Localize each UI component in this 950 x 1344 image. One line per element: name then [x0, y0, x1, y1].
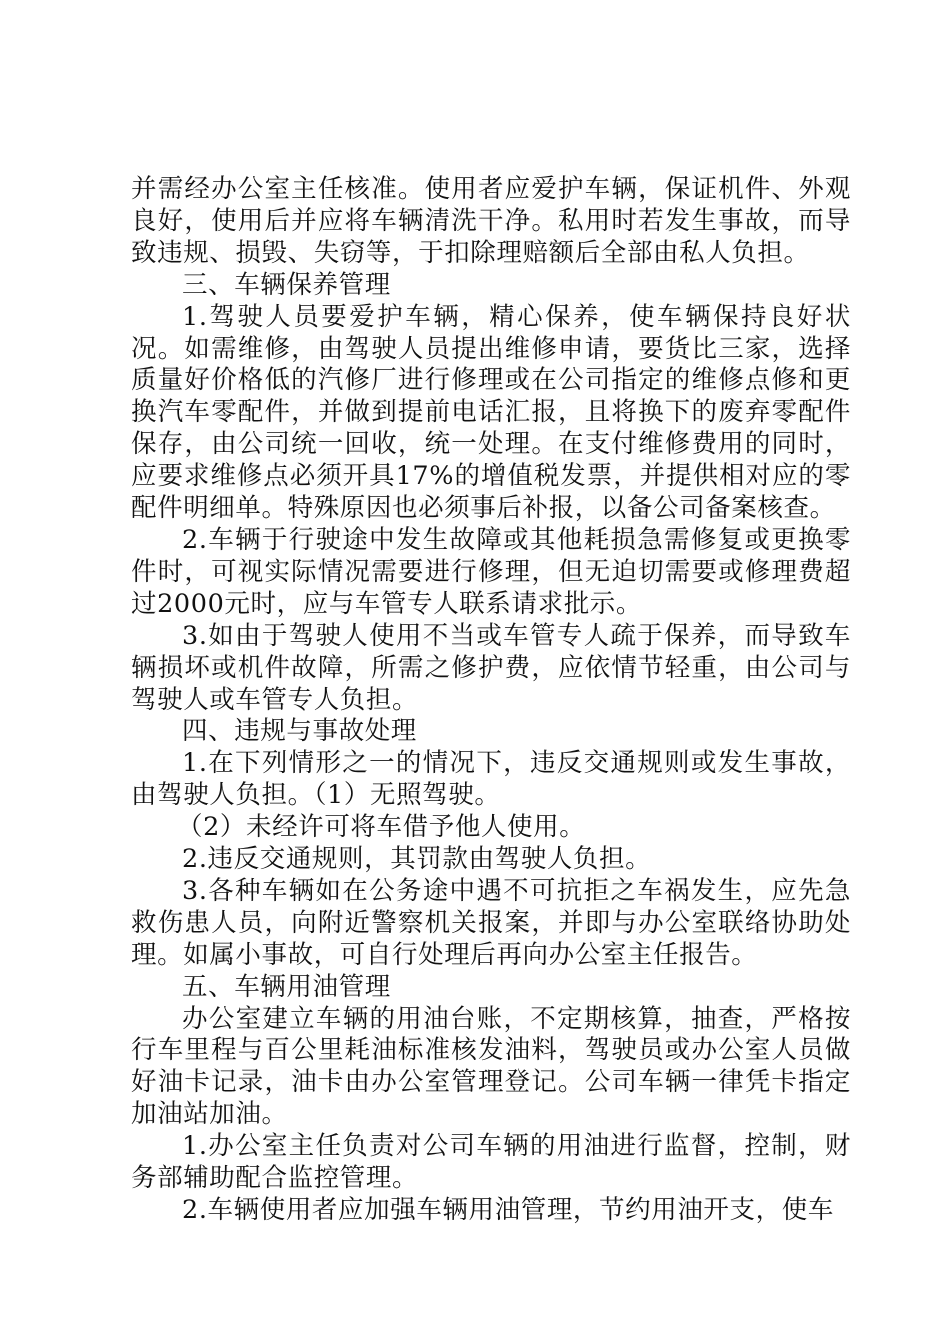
paragraph-violations-item-3: 3.各种车辆如在公务途中遇不可抗拒之车祸发生，应先急救伤患人员，向附近警察机关报案，并即与办公室联络协助处理。如属小事故，可自行处理后再向办公室主任报告。: [131, 875, 851, 970]
paragraph-violations-item-2: 2.违反交通规则，其罚款由驾驶人负担。: [182, 844, 652, 875]
section-heading-vehicle-maintenance: 三、车辆保养管理: [182, 269, 391, 300]
document-body: [131, 174, 851, 1227]
paragraph-maintenance-item-1: 1.驾驶人员要爱护车辆，精心保养，使车辆保持良好状况。如需维修，由驾驶人员提出维修申请，要货比三家，选择质量好价格低的汽修厂进行修理或在公司指定的维修点修和更换汽车零配件，并做到提前电话汇报，且将换下的废弃零配件保存，由公司统一回收，统一处理。在支付维修费用的同时，应要求维修点必须开具17%的增值税发票，并提供相对应的零配件明细单。特殊原因也必须事后补报，以备公司备案核查。: [131, 301, 851, 524]
paragraph-maintenance-item-3: 3.如由于驾驶人使用不当或车管专人疏于保养，而导致车辆损坏或机件故障，所需之修护费，应依情节轻重，由公司与驾驶人或车管专人负担。: [131, 620, 851, 715]
paragraph-violations-item-1: 1.在下列情形之一的情况下，违反交通规则或发生事故，由驾驶人负担。（1）无照驾驶。: [131, 748, 851, 811]
paragraph-maintenance-item-2: 2.车辆于行驶途中发生故障或其他耗损急需修复或更换零件时，可视实际情况需要进行修理，但无迫切需要或修理费超过2000元时，应与车管专人联系请求批示。: [131, 524, 851, 619]
paragraph-fuel-item-1: 1.办公室主任负责对公司车辆的用油进行监督，控制，财务部辅助配合监控管理。: [131, 1131, 851, 1194]
section-heading-violations-accidents: 四、违规与事故处理: [182, 716, 417, 747]
paragraph-fuel-intro: 办公室建立车辆的用油台账，不定期核算，抽查，严格按行车里程与百公里耗油标准核发油料，驾驶员或办公室人员做好油卡记录，油卡由办公室管理登记。公司车辆一律凭卡指定加油站加油。: [131, 1003, 851, 1130]
paragraph-continuation: 并需经办公室主任核准。使用者应爱护车辆，保证机件、外观良好，使用后并应将车辆清洗干净。私用时若发生事故，而导致违规、损毁、失窃等，于扣除理赔额后全部由私人负担。: [131, 174, 851, 268]
paragraph-violations-item-1-sub-2: （2）未经许可将车借予他人使用。: [177, 812, 586, 843]
paragraph-fuel-item-2: 2.车辆使用者应加强车辆用油管理，节约用油开支，使车: [182, 1195, 834, 1225]
section-heading-fuel-management: 五、车辆用油管理: [182, 971, 391, 1002]
